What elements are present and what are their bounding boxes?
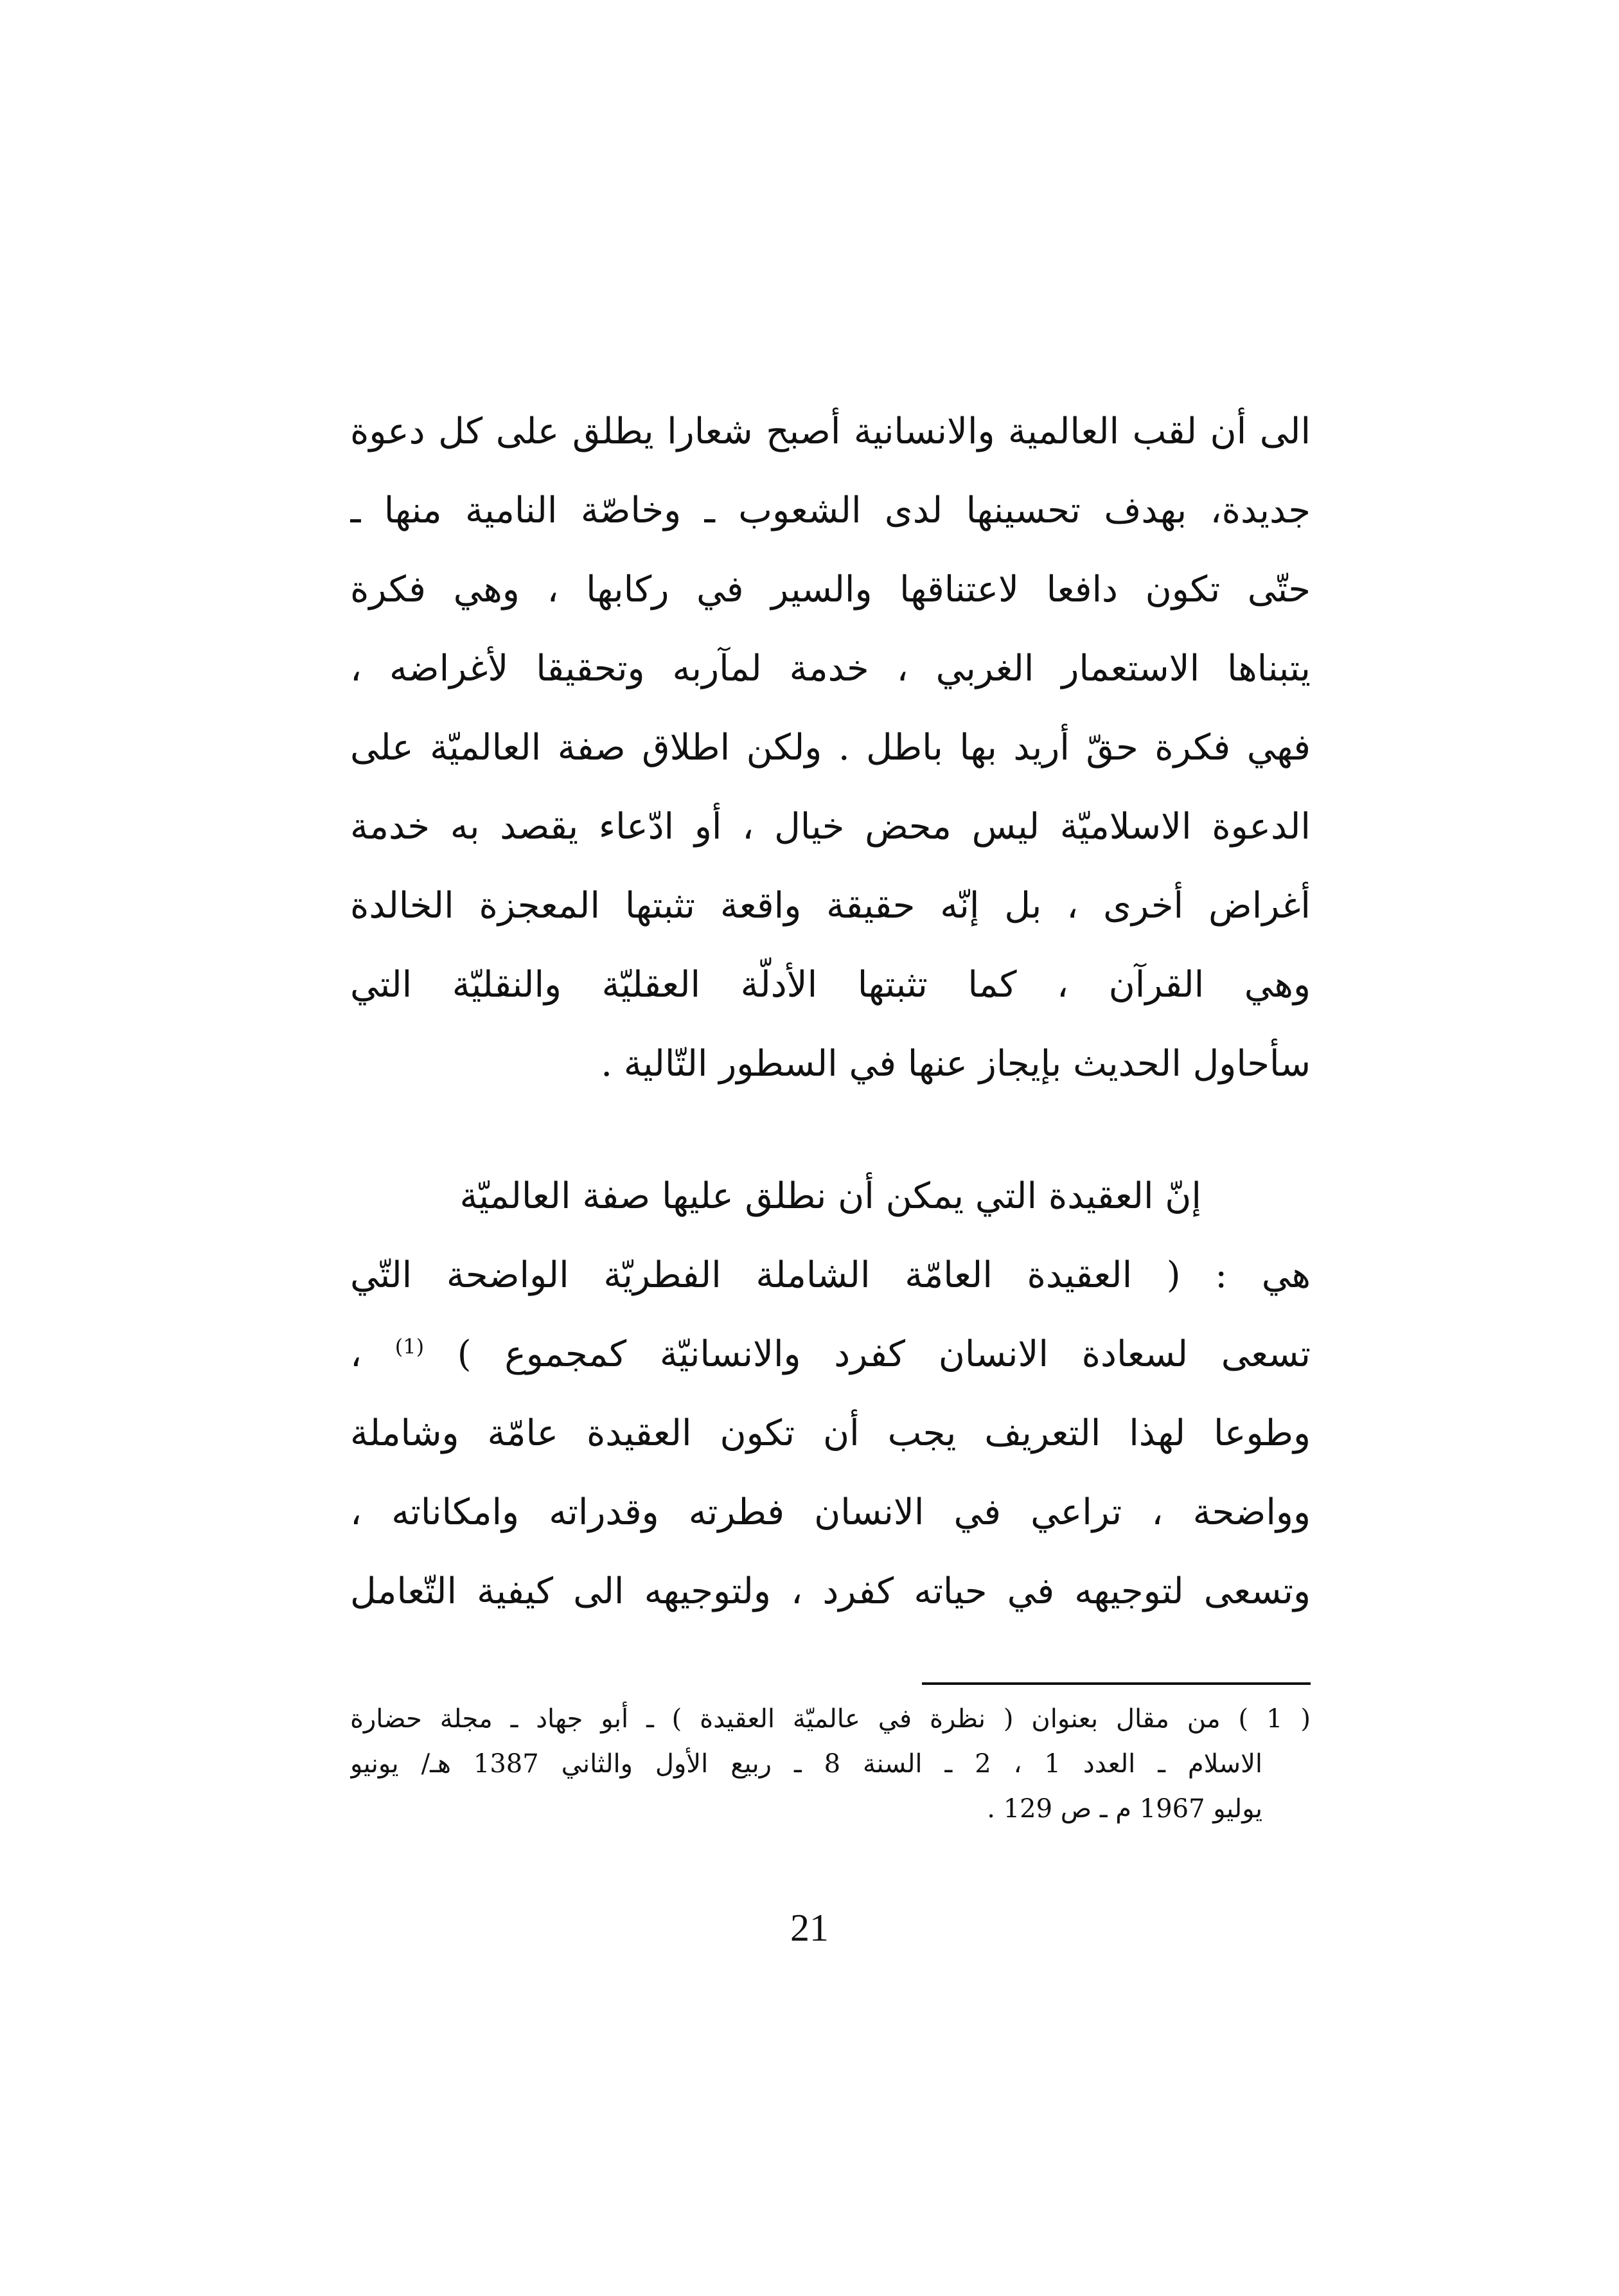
text-line-with-footnote [350,1315,1311,1394]
text-line: إنّ العقيدة التي يمكن أن نطلق عليها صفة العالميّة [459,1175,1201,1217]
footnote [350,1696,1311,1831]
text-line: أغراض أخرى ، بل إنّه حقيقة واقعة تثبتها المعجزة الخالدة [350,885,1311,927]
text-line: وهي القرآن ، كما تثبتها الأدلّة العقليّة والنقليّة التي [350,964,1311,1006]
text-line: جديدة، بهدف تحسينها لدى الشعوب ـ وخاصّة النامية منها ـ [350,490,1311,531]
text-line: حتّى تكون دافعا لاعتناقها والسير في ركابها ، وهي فكرة [350,569,1311,610]
paragraph-1 [350,392,1311,1103]
text-line: يتبناها الاستعمار الغربي ، خدمة لمآربه وتحقيقا لأغراضه ، [350,648,1311,690]
text-line: هي : ( العقيدة العامّة الشاملة الفطريّة الواضحة التّي [350,1254,1311,1296]
text-line: وطوعا لهذا التعريف يجب أن تكون العقيدة عامّة وشاملة [350,1412,1311,1454]
text-line: وتسعى لتوجيهه في حياته كفرد ، ولتوجيهه الى كيفية التّعامل [350,1571,1311,1612]
footnote-ref-suffix: ، [350,1333,362,1375]
page-number: 21 [790,1907,829,1949]
footnote-reference: (1) [394,1334,425,1359]
text-line-content: تسعى لسعادة الانسان كفرد والانسانيّة كمجموع ) [457,1333,1311,1375]
footnote-line: الاسلام ـ العدد 1 ، 2 ـ السنة 8 ـ ربيع الأول والثاني 1387 هـ/ يونيو [350,1749,1262,1779]
footnote-line: ( 1 ) من مقال بعنوان ( نظرة في عالميّة العقيدة ) ـ أبو جهاد ـ مجلة حضارة [350,1704,1311,1734]
text-line: الدعوة الاسلاميّة ليس محض خيال ، أو ادّعاء يقصد به خدمة [350,806,1311,848]
text-line: وواضحة ، تراعي في الانسان فطرته وقدراته وامكاناته ، [350,1491,1311,1533]
footnote-line: يوليو 1967 م ـ ص 129 . [987,1794,1262,1824]
text-line: سأحاول الحديث بإيجاز عنها في السطور التّالية . [601,1043,1311,1085]
text-line: الى أن لقب العالمية والانسانية أصبح شعارا يطلق على كل دعوة [350,411,1311,452]
paragraph-2 [350,1157,1311,1631]
footnote-divider [922,1682,1311,1685]
text-line: فهي فكرة حقّ أريد بها باطل . ولكن اطلاق صفة العالميّة على [350,727,1311,769]
